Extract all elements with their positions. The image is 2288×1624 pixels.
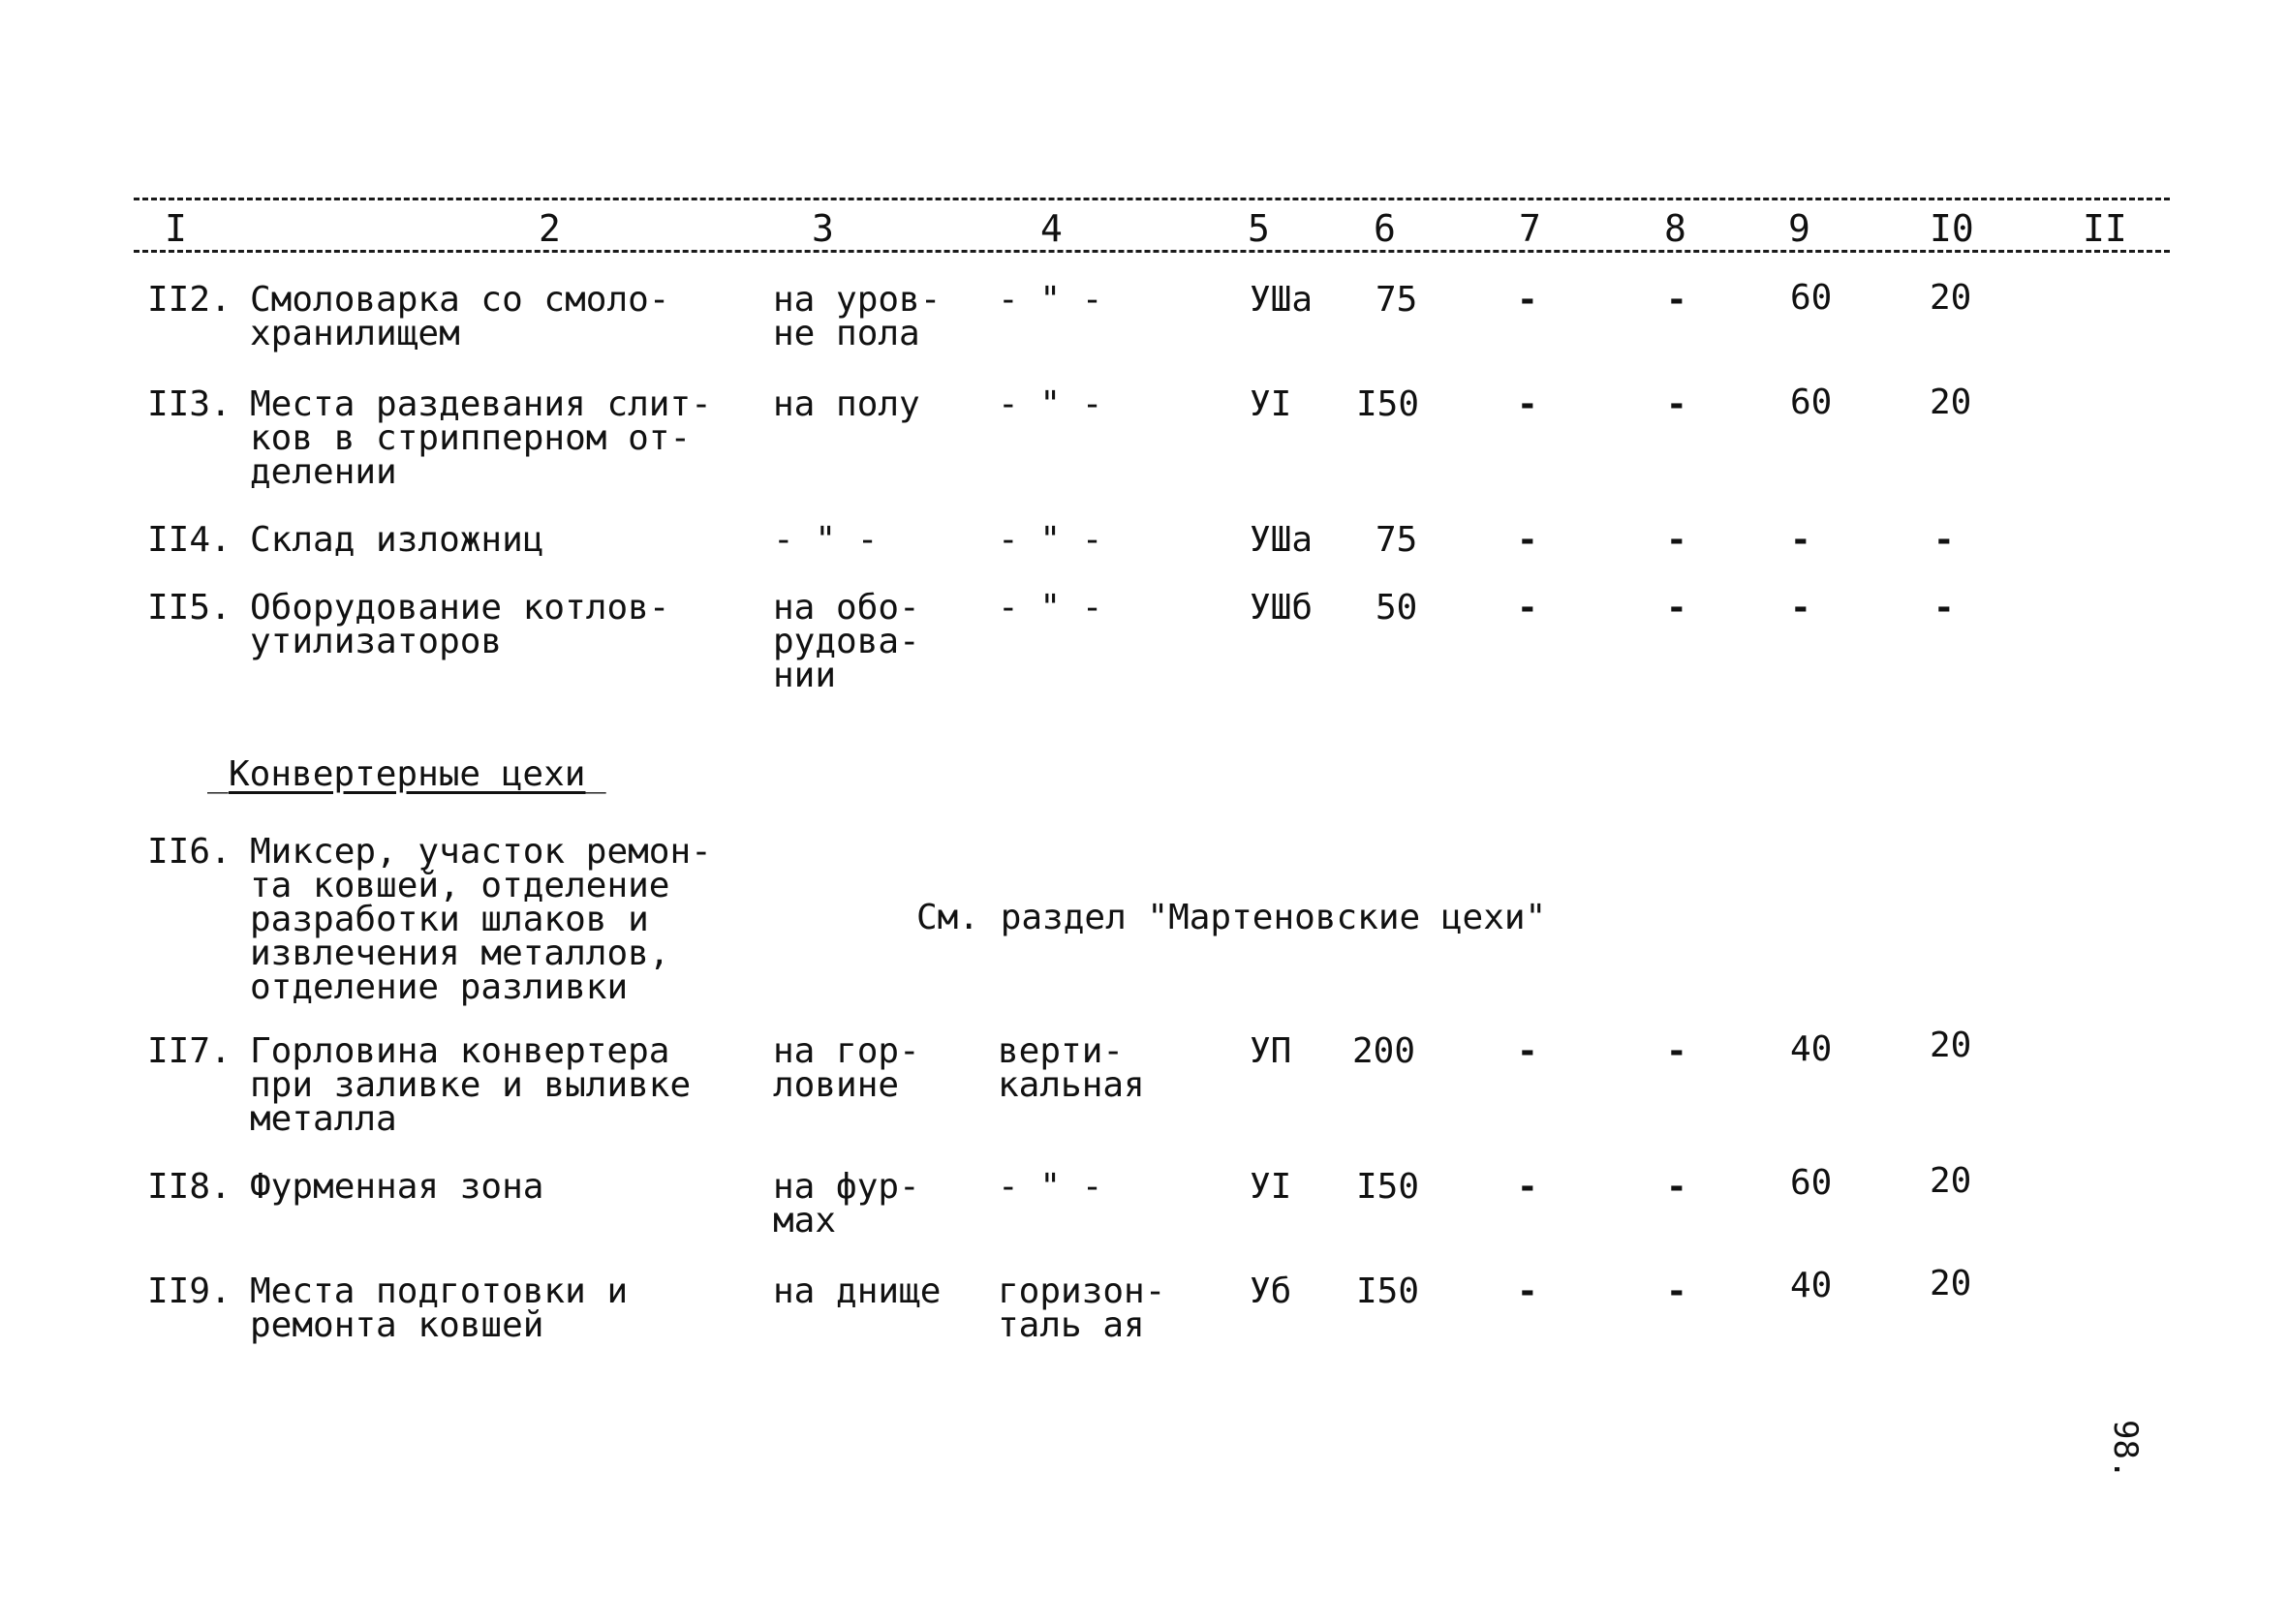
row-lux: I50	[1356, 384, 1420, 424]
row-col7: -	[1517, 280, 1538, 320]
row-col10: 20	[1930, 1161, 1972, 1201]
cross-reference-note: См. раздел "Мартеновские цехи"	[916, 898, 1547, 937]
page-number: 98.	[2106, 1420, 2145, 1480]
section-title-trail-dash: _	[585, 754, 606, 794]
row-plane: - " -	[998, 520, 1103, 560]
row-location: на обо- рудова- нии	[773, 588, 920, 695]
row-col10: 20	[1930, 278, 1972, 318]
row-plane: - " -	[998, 384, 1103, 424]
row-class: Уб	[1250, 1272, 1292, 1311]
column-header-2: 2	[539, 207, 561, 250]
column-header-11: II	[2083, 207, 2127, 250]
column-header-5: 5	[1248, 207, 1270, 250]
row-col9: 60	[1790, 1163, 1833, 1203]
row-col9: -	[1790, 520, 1811, 560]
row-col7: -	[1517, 1031, 1538, 1071]
row-number: II3.	[147, 384, 232, 424]
row-col9: 60	[1790, 278, 1833, 318]
row-col9: 40	[1790, 1029, 1833, 1069]
row-class: УI	[1250, 384, 1292, 424]
row-col9: 60	[1790, 383, 1833, 422]
column-header-7: 7	[1519, 207, 1541, 250]
column-header-10: I0	[1930, 207, 1974, 250]
row-number: II4.	[147, 520, 232, 560]
row-name: Оборудование котлов- утилизаторов	[250, 588, 670, 661]
section-title-lead-dash: _	[207, 754, 229, 794]
row-col8: -	[1666, 280, 1687, 320]
row-col8: -	[1666, 1167, 1687, 1207]
row-lux: I50	[1356, 1272, 1420, 1311]
row-name: Смоловарка со смоло- хранилищем	[250, 280, 670, 353]
row-col9: 40	[1790, 1266, 1833, 1305]
column-header-9: 9	[1788, 207, 1810, 250]
column-header-4: 4	[1040, 207, 1063, 250]
row-number: II2.	[147, 280, 232, 320]
row-name: Места подготовки и ремонта ковшей	[250, 1272, 629, 1345]
row-location: на гор- ловине	[773, 1031, 920, 1105]
row-col8: -	[1666, 520, 1687, 560]
row-lux: I50	[1356, 1167, 1420, 1207]
row-col10: 20	[1930, 1264, 1972, 1303]
column-header-6: 6	[1374, 207, 1396, 250]
row-col10: -	[1933, 520, 1955, 560]
row-location: на фур- мах	[773, 1167, 920, 1241]
row-number: II8.	[147, 1167, 232, 1207]
row-class: УШа	[1250, 280, 1314, 320]
row-name: Фурменная зона	[250, 1167, 544, 1207]
row-name: Места раздевания слит- ков в стрипперном от- делении	[250, 384, 712, 492]
row-location: на уров- не пола	[773, 280, 942, 353]
row-number: II9.	[147, 1272, 232, 1311]
row-number: II7.	[147, 1031, 232, 1071]
header-top-rule	[134, 198, 2170, 200]
row-col8: -	[1666, 588, 1687, 628]
column-header-8: 8	[1664, 207, 1686, 250]
row-col8: -	[1666, 1272, 1687, 1311]
row-class: УШб	[1250, 588, 1314, 628]
row-plane: - " -	[998, 280, 1103, 320]
row-plane: - " -	[998, 588, 1103, 628]
row-col7: -	[1517, 1167, 1538, 1207]
row-lux: 50	[1376, 588, 1418, 628]
row-lux: 75	[1376, 280, 1418, 320]
row-location: - " -	[773, 520, 879, 560]
column-header-1: I	[165, 207, 187, 250]
row-col7: -	[1517, 520, 1538, 560]
row-col8: -	[1666, 384, 1687, 424]
row-class: УI	[1250, 1167, 1292, 1207]
row-col10: 20	[1930, 1026, 1972, 1065]
row-col7: -	[1517, 588, 1538, 628]
row-col7: -	[1517, 384, 1538, 424]
row-col9: -	[1790, 588, 1811, 628]
header-bottom-rule	[134, 250, 2170, 253]
row-plane: горизон- таль ая	[998, 1272, 1166, 1345]
row-plane: - " -	[998, 1167, 1103, 1207]
row-col10: 20	[1930, 383, 1972, 422]
row-lux: 75	[1376, 520, 1418, 560]
row-location: на днище	[773, 1272, 942, 1311]
row-lux: 200	[1352, 1031, 1416, 1071]
row-location: на полу	[773, 384, 920, 424]
row-col8: -	[1666, 1031, 1687, 1071]
row-class: УП	[1250, 1031, 1292, 1071]
row-name: Склад изложниц	[250, 520, 544, 560]
row-name: Горловина конвертера при заливке и выливке металла	[250, 1031, 692, 1139]
column-header-3: 3	[812, 207, 834, 250]
row-class: УШа	[1250, 520, 1314, 560]
section-title: Конвертерные цехи	[229, 754, 586, 794]
row-name: Миксер, участок ремон- та ковшей, отделение разработки шлаков и извлечения металлов, отделение разливки	[250, 832, 712, 1007]
row-col7: -	[1517, 1272, 1538, 1311]
row-number: II6.	[147, 832, 232, 872]
row-plane: верти- кальная	[998, 1031, 1145, 1105]
row-col10: -	[1933, 588, 1955, 628]
row-number: II5.	[147, 588, 232, 628]
